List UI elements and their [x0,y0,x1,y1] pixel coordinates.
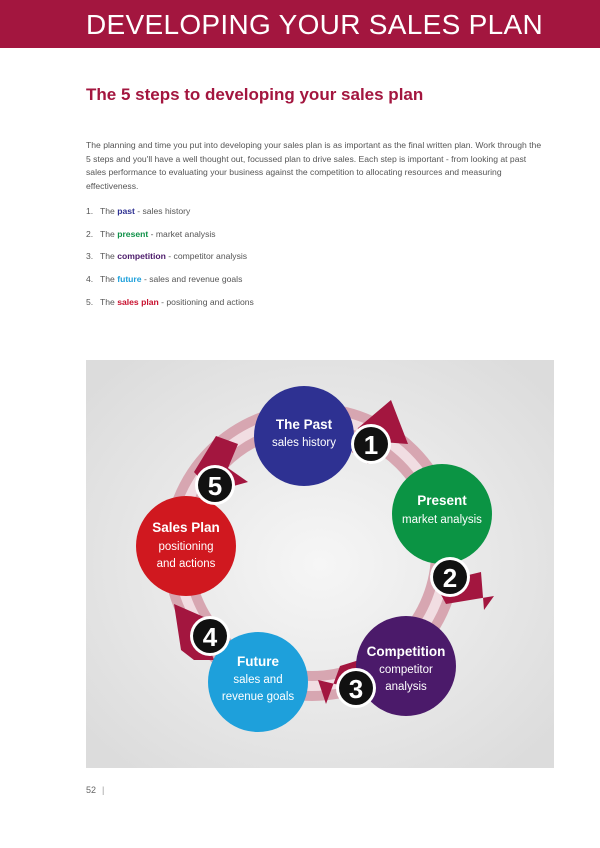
step-keyword: future [117,274,142,285]
section-heading: The 5 steps to developing your sales plan [86,85,424,104]
step-prefix: The [100,228,118,239]
node-past-circle [254,386,354,486]
badge-4-number: 4 [202,622,218,652]
step-keyword: sales plan [117,296,159,307]
step-number: 3. [86,251,94,262]
page-footer [86,785,104,795]
intro-paragraph: The planning and time you put into developing your sales plan is as important as the final written plan. Work through the 5 steps and you'll have a well thought out, focussed plan to drive sales. Each step is important - from looking at past sales performance to evaluating your business against the competition to allocating resources and measuring effectiveness. [86,140,542,191]
step-keyword: present [117,228,149,239]
step-description: - market analysis [148,228,216,239]
steps-list [86,206,254,319]
step-item [86,229,254,252]
node-salesplan-title: Sales Plan [152,520,220,535]
step-number: 5. [86,296,94,307]
step-prefix: The [100,206,118,216]
step-item [86,274,254,297]
step-prefix: The [100,296,118,307]
node-salesplan-line1: positioning [158,541,214,553]
badge-1-number: 1 [363,430,379,460]
step-keyword: past [117,206,135,216]
node-future-line1: sales and [233,674,283,686]
step-description: - positioning and actions [158,296,254,307]
node-present-subtitle: market analysis [402,514,482,526]
node-competition-title: Competition [366,644,446,659]
step-item [86,251,254,274]
step-number: 4. [86,274,94,285]
step-keyword: competition [117,251,166,262]
footer-separator: | [102,785,105,795]
cycle-diagram-svg [86,360,554,768]
node-past-subtitle: sales history [272,437,336,449]
step-item [86,206,254,229]
page-title: DEVELOPING YOUR SALES PLAN [86,9,544,40]
step-prefix: The [100,251,118,262]
badge-2-number: 2 [442,563,458,593]
step-prefix: The [100,274,118,285]
node-present-title: Present [417,493,467,508]
node-future-line2: revenue goals [221,691,295,703]
step-description: - sales and revenue goals [141,274,243,285]
node-competition-line1: competitor [379,664,433,676]
node-future-title: Future [237,654,279,669]
node-past-title: The Past [275,417,333,432]
header-banner [0,0,600,48]
badge-3-number: 3 [348,674,364,704]
node-salesplan-line2: and actions [156,558,216,570]
cycle-diagram [86,360,554,768]
step-item [86,297,254,320]
page-number: 52 [86,785,97,795]
step-number: 1. [86,206,94,216]
step-number: 2. [86,228,94,239]
step-description: - competitor analysis [165,251,248,262]
node-competition-line2: analysis [385,681,427,693]
step-description: - sales history [134,206,191,216]
badge-5-number: 5 [207,471,223,501]
